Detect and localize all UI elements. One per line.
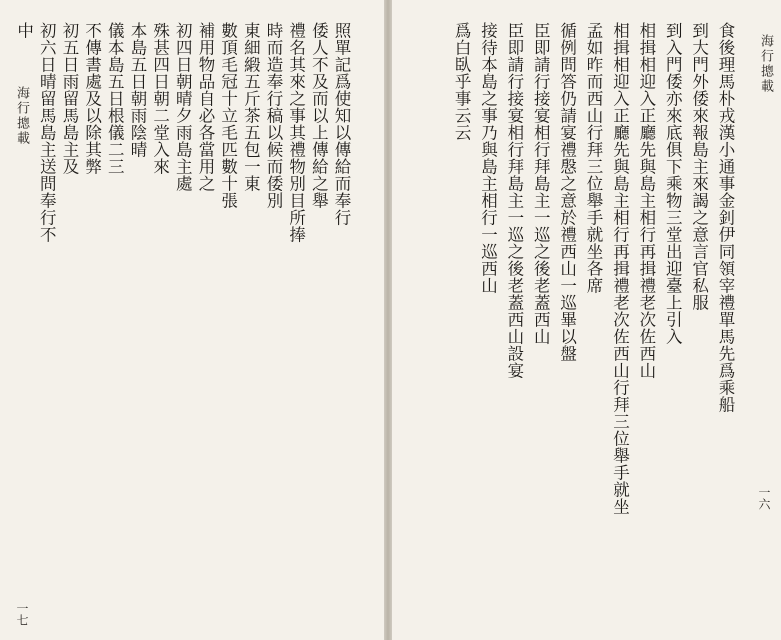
left-text-column: 倭人不及而以上傳給之舉 bbox=[309, 22, 329, 209]
left-text-column: 殊甚四日朝二堂入來 bbox=[150, 22, 170, 175]
left-text-column: 不傳書處及以除其弊 bbox=[82, 22, 102, 175]
right-page-number: 一六 bbox=[757, 486, 771, 510]
right-page bbox=[392, 0, 781, 640]
right-text-block bbox=[438, 22, 738, 632]
left-text-column: 中 bbox=[14, 22, 34, 39]
right-text-column: 食後理馬朴戎漢小通事金釗伊同領宰禮單馬先爲乘船 bbox=[716, 22, 735, 413]
left-text-column: 儀本島五日根儀二三 bbox=[105, 22, 125, 175]
left-page bbox=[0, 0, 384, 640]
left-text-column: 禮名其來之事其禮物別目所捧 bbox=[286, 22, 306, 243]
left-text-column: 時而造奉行稿以候而倭別 bbox=[263, 22, 283, 209]
left-text-column: 補用物品自必各當用之 bbox=[195, 22, 215, 192]
left-text-block bbox=[14, 22, 354, 632]
left-text-column: 初六日晴留馬島主送問奉行不 bbox=[37, 22, 57, 243]
book-gutter bbox=[384, 0, 392, 640]
right-text-column: 爲白臥乎事云云 bbox=[452, 22, 472, 141]
left-page-number: 一七 bbox=[15, 602, 29, 626]
right-text-column: 臣即請行接宴相行拜島主一巡之後老蓋西山 bbox=[531, 22, 551, 345]
left-text-column: 初五日雨留馬島主及 bbox=[59, 22, 79, 175]
left-text-column: 東細緞五斤茶五包一東 bbox=[241, 22, 261, 192]
left-text-column: 本島五日朝雨陰晴 bbox=[127, 22, 147, 158]
left-text-column: 初四日朝晴夕雨島主處 bbox=[173, 22, 193, 192]
left-running-head: 海行摠載 bbox=[14, 86, 29, 146]
right-text-column: 到大門外倭來報島主來謁之意言官私服 bbox=[689, 22, 709, 311]
left-text-column: 照單記爲使知以傳給而奉行 bbox=[332, 22, 351, 226]
right-text-column: 相揖相迎入正廳先與島主相行再揖禮老次佐西山行拜三位舉手就坐 bbox=[610, 22, 630, 515]
right-text-column: 循例問答仍請宴禮慇之意於禮西山一巡畢以盤 bbox=[557, 22, 577, 362]
right-text-column: 到入門倭亦來底俱下乘物三堂出迎臺上引入 bbox=[663, 22, 683, 345]
right-text-column: 孟如昨而西山行拜三位舉手就坐各席 bbox=[584, 22, 604, 294]
right-text-column: 相揖相迎入正廳先與島主相行再揖禮老次佐西山 bbox=[636, 22, 656, 379]
right-text-column: 接待本島之事乃與島主相行一巡西山 bbox=[478, 22, 498, 294]
left-text-column: 數頂毛冠十立毛匹數十張 bbox=[218, 22, 238, 209]
right-text-column: 臣即請行接宴相行拜島主一巡之後老蓋西山設宴 bbox=[504, 22, 524, 379]
right-running-head: 海行摠載 bbox=[758, 34, 773, 94]
